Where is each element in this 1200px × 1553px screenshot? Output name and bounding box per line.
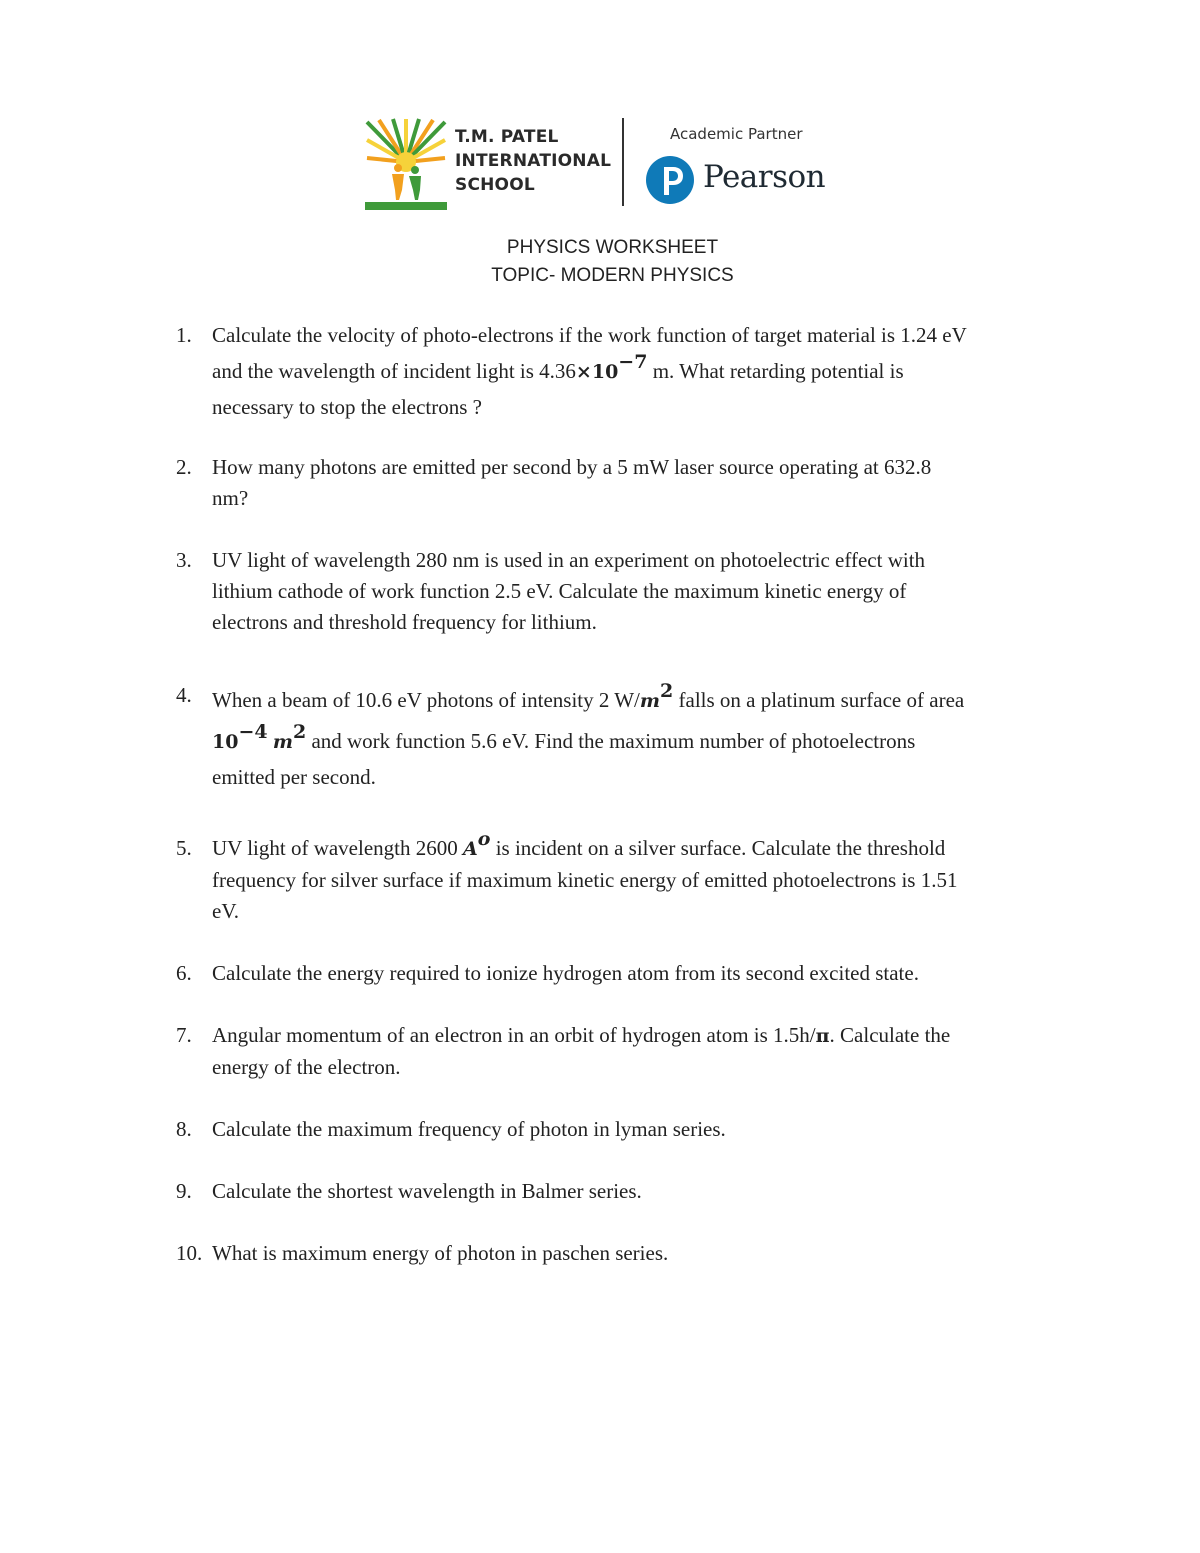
question-number: 4.: [176, 683, 192, 707]
question-text-fragment: m. What retarding potential is: [647, 359, 904, 383]
header-divider: [622, 118, 624, 206]
pi-symbol: π: [815, 1025, 830, 1047]
school-name: [455, 125, 611, 197]
question-4: [176, 680, 1066, 793]
question-text-line: eV.: [212, 899, 240, 923]
question-number: 9.: [176, 1179, 192, 1203]
question-text-fragment: falls on a platinum surface of area: [673, 688, 965, 712]
question-list: [176, 320, 1066, 1269]
question-text-fragment: and work function 5.6 eV. Find the maximum number of photoelectrons: [306, 729, 916, 753]
question-number: 1.: [176, 323, 192, 347]
question-text-line: [212, 351, 1066, 392]
question-text-line: energy of the electron.: [212, 1055, 401, 1079]
partner-label: Academic Partner: [670, 125, 803, 143]
exponent: −7: [618, 351, 648, 373]
question-6: [176, 958, 1066, 989]
question-text-fragment: UV light of wavelength 2600: [212, 836, 463, 860]
question-text-line: Calculate the velocity of photo-electrons if the work function of target material is 1.24 eV: [212, 323, 967, 347]
question-text-line: frequency for silver surface if maximum kinetic energy of emitted photoelectrons is 1.51: [212, 868, 958, 892]
school-logo-icon: [365, 118, 447, 210]
question-text-fragment: and the wavelength of incident light is 4.36: [212, 359, 576, 383]
question-10: [176, 1238, 1066, 1269]
question-text-line: UV light of wavelength 280 nm is used in an experiment on photoelectric effect with: [212, 548, 926, 572]
angstrom-symbol: A: [463, 838, 478, 860]
question-text-line: Calculate the maximum frequency of photon in lyman series.: [212, 1117, 726, 1141]
question-number: 10.: [176, 1241, 203, 1265]
question-text-line: Calculate the shortest wavelength in Balmer series.: [212, 1179, 642, 1203]
school-name-line-2: INTERNATIONAL: [455, 151, 612, 171]
question-text-line: Calculate the energy required to ionize hydrogen atom from its second excited state.: [212, 961, 919, 985]
question-9: [176, 1176, 1066, 1207]
question-2: [176, 452, 1066, 514]
question-text-line: [212, 1020, 1066, 1052]
question-text-line: electrons and threshold frequency for lithium.: [212, 610, 597, 634]
question-text-line: necessary to stop the electrons ?: [212, 395, 482, 419]
topic-title: TOPIC- MODERN PHYSICS: [491, 265, 734, 286]
question-text-fragment: Angular momentum of an electron in an orbit of hydrogen atom is 1.5h/: [212, 1023, 816, 1047]
question-number: 7.: [176, 1023, 192, 1047]
question-7: [176, 1020, 1066, 1083]
question-text-fragment: When a beam of 10.6 eV photons of intensity 2 W/: [212, 688, 640, 712]
question-number: 5.: [176, 836, 192, 860]
question-text-fragment: is incident on a silver surface. Calculate the threshold: [490, 836, 946, 860]
question-text-line: What is maximum energy of photon in paschen series.: [212, 1241, 669, 1265]
question-3: [176, 545, 1066, 638]
school-name-line-1: T.M. PATEL: [455, 127, 559, 147]
worksheet-title: PHYSICS WORKSHEET: [506, 237, 719, 258]
exponent-base: 10: [591, 361, 619, 383]
exponent: 2: [292, 721, 307, 743]
question-number: 8.: [176, 1117, 192, 1141]
question-text-line: nm?: [212, 486, 249, 510]
angstrom-superscript: o: [477, 828, 491, 850]
question-5: [176, 828, 1066, 927]
question-number: 2.: [176, 455, 192, 479]
pearson-logo-icon: [645, 155, 695, 205]
question-text-fragment: . Calculate the: [829, 1023, 951, 1047]
times-symbol: ×: [575, 361, 592, 383]
question-text-line: How many photons are emitted per second by a 5 mW laser source operating at 632.8: [212, 455, 932, 479]
question-text-line: [212, 680, 1066, 721]
question-text-line: [212, 828, 1066, 865]
question-number: 3.: [176, 548, 192, 572]
exponent-base: 10: [212, 731, 239, 753]
school-name-line-3: SCHOOL: [455, 175, 535, 195]
question-text-line: [212, 721, 1066, 762]
exponent: −4: [238, 721, 268, 743]
question-text-line: emitted per second.: [212, 765, 376, 789]
partner-name: Pearson: [703, 159, 826, 195]
header: [365, 115, 835, 215]
question-1: [176, 320, 1066, 423]
unit-symbol: m: [272, 731, 293, 753]
question-number: 6.: [176, 961, 192, 985]
question-8: [176, 1114, 1066, 1145]
question-text-line: lithium cathode of work function 2.5 eV. Calculate the maximum kinetic energy of: [212, 579, 907, 603]
unit-symbol: m: [639, 690, 661, 712]
worksheet-titles: [0, 234, 1200, 290]
exponent: 2: [660, 680, 674, 702]
